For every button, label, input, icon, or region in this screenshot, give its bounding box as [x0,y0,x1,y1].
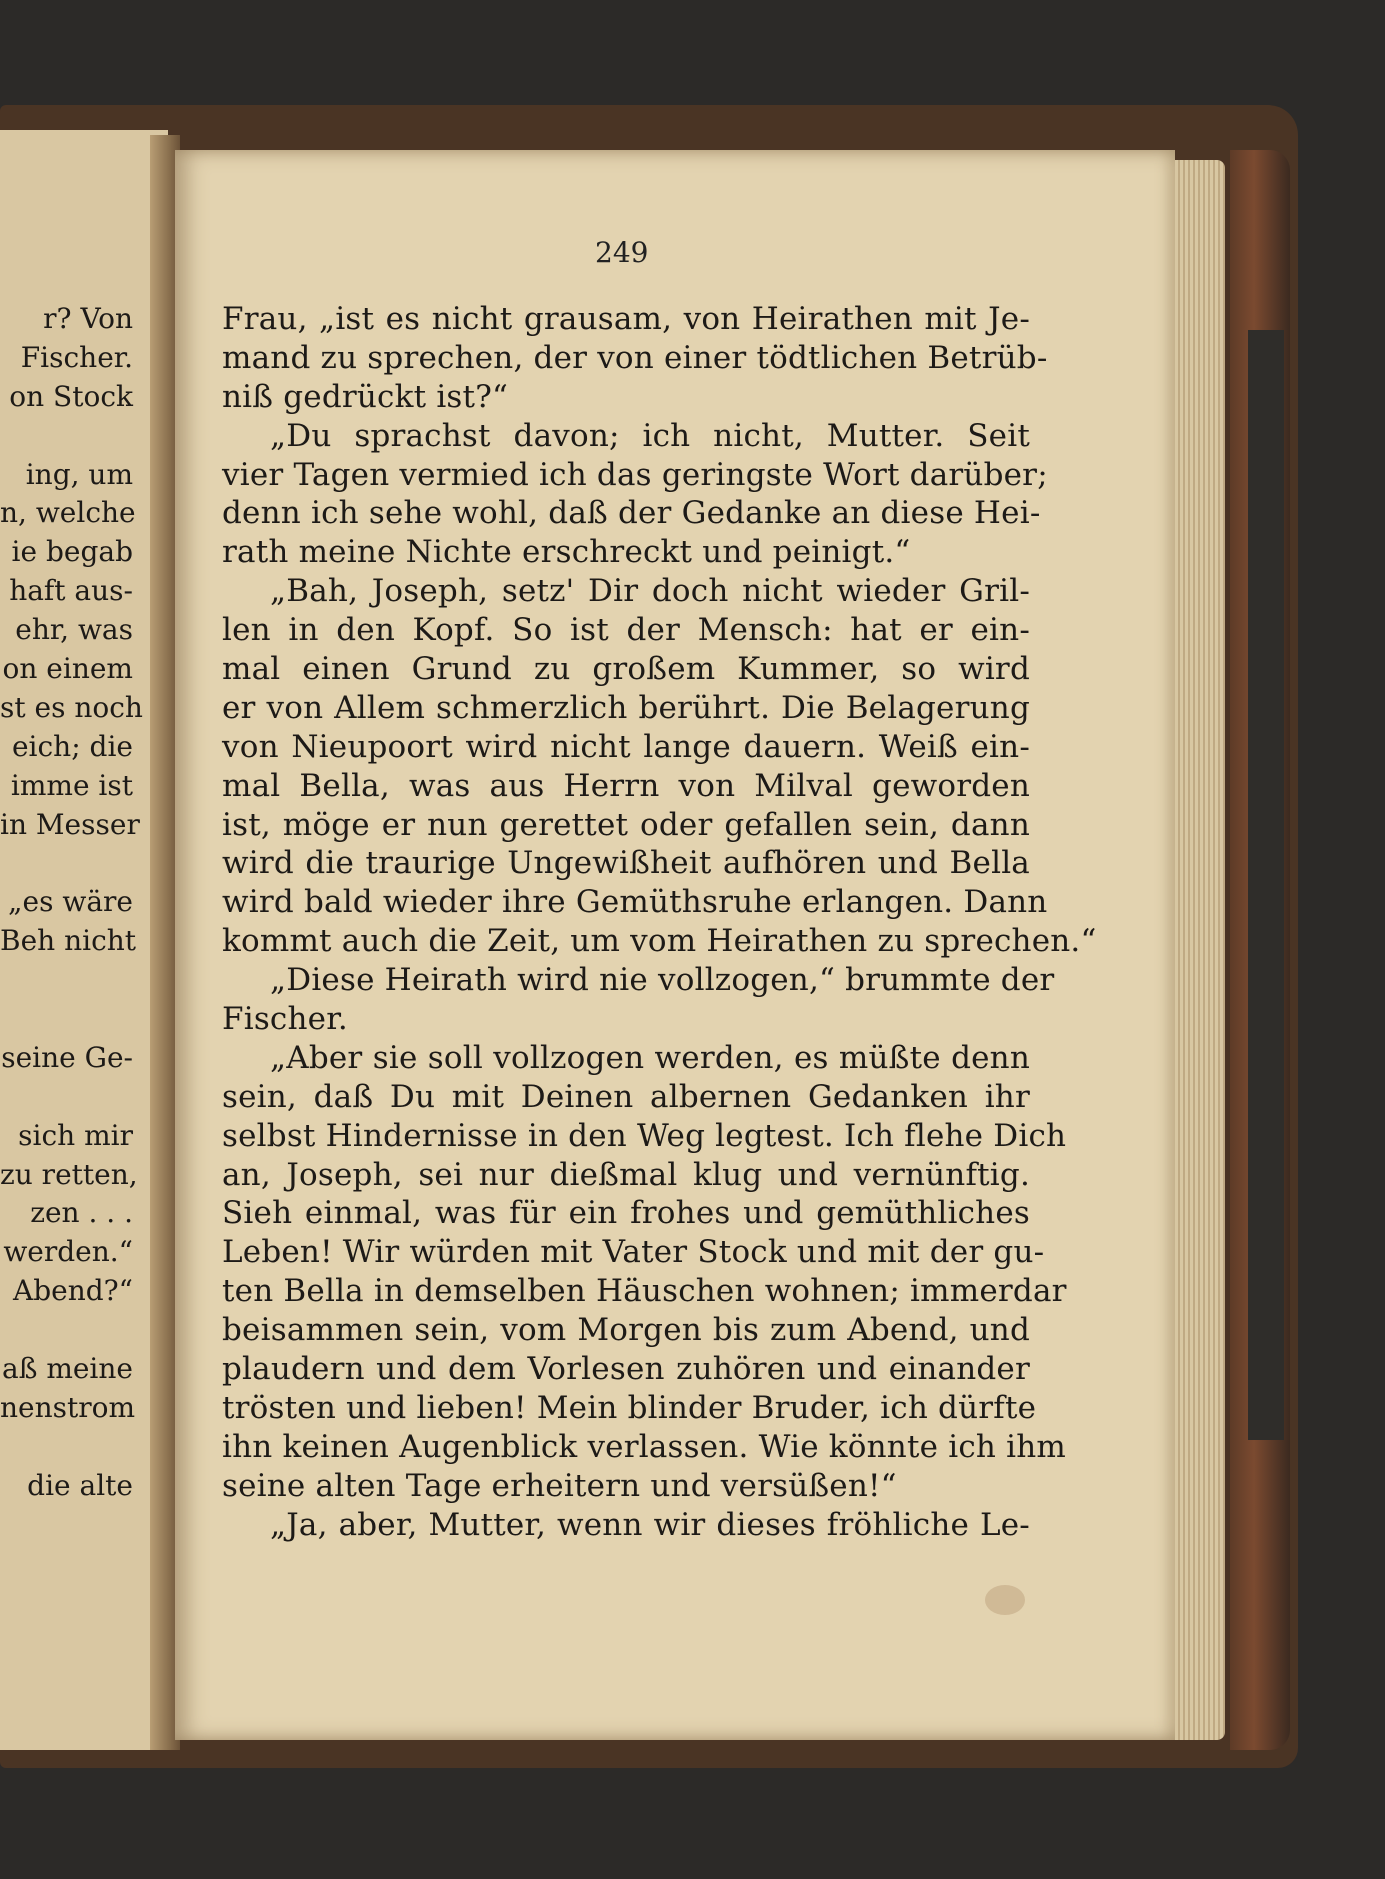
text-line: an, Joseph, sei nur dießmal klug und vernünftig. [222,1156,1030,1193]
facing-page-line: die alte [27,1468,133,1502]
facing-page-line: aß meine [2,1352,133,1386]
facing-page-line: imme ist [10,768,133,802]
text-line: von Nieupoort wird nicht lange dauern. Weiß ein- [222,728,1030,765]
facing-page-line: Beh nicht [0,924,137,958]
text-line: ten Bella in demselben Häuschen wohnen; immerdar [222,1273,1067,1310]
facing-page-line: eich; die [11,729,133,763]
facing-page-line: n, welche [0,496,136,530]
facing-page-line: seine Ge- [1,1040,133,1074]
text-line: mand zu sprechen, der von einer tödtlichen Betrüb- [222,339,1048,376]
text-line: mal Bella, was aus Herrn von Milval geworden [222,767,1030,804]
facing-page-line: Fischer. [20,340,133,374]
facing-page-line: zen . . . [30,1196,133,1230]
facing-page-line: r? Von [43,302,133,335]
facing-page-line: sich mir [18,1118,133,1152]
facing-page-line [0,844,133,883]
facing-page-line: in Messer [0,807,140,841]
text-line: ist, möge er nun gerettet oder gefallen sein, dann [222,806,1030,843]
text-line: seine alten Tage erheitern und versüßen!“ [222,1467,897,1504]
facing-page-line [0,1311,133,1350]
text-line: selbst Hindernisse in den Weg legtest. Ich flehe Dich [222,1117,1067,1154]
facing-page-line [0,417,133,456]
text-line: Frau, „ist es nicht grausam, von Heirathen mit Je- [222,301,1030,337]
text-line: niß gedrückt ist?“ [222,378,509,415]
text-line: „Du sprachst davon; ich nicht, Mutter. Seit [270,417,1030,454]
facing-page-line: „es wäre [8,885,133,919]
text-line: beisammen sein, vom Morgen bis zum Abend, und [222,1312,1030,1349]
text-line: denn ich sehe wohl, daß der Gedanke an diese Hei- [222,495,1041,532]
text-line: er von Allem schmerzlich berührt. Die Belagerung [222,689,1030,726]
spine-label [1248,330,1284,1440]
facing-page-line: on Stock [9,379,133,413]
facing-page-line: st es noch [0,690,143,724]
text-line: len in den Kopf. So ist der Mensch: hat er ein- [222,612,1030,649]
facing-page-line: zu retten, [0,1157,138,1191]
text-line: wird die traurige Ungewißheit aufhören und Bella [222,845,1030,882]
text-line: rath meine Nichte erschreckt und peinigt.“ [222,534,911,571]
text-line: mal einen Grund zu großem Kummer, so wird [222,651,1030,688]
facing-page-line [0,1078,133,1117]
facing-page-line [0,1428,133,1467]
facing-page-line: werden.“ [3,1235,133,1269]
text-line: Fischer. [222,1001,348,1038]
facing-page-line: ie begab [11,535,133,569]
facing-page-line: ehr, was [15,613,133,647]
facing-page-line: ing, um [25,457,133,491]
facing-page-line: Abend?“ [13,1274,133,1308]
text-line: sein, daß Du mit Deinen albernen Gedanken ihr [222,1078,1030,1115]
text-line: ihn keinen Augenblick verlassen. Wie könnte ich ihm [222,1428,1067,1465]
text-line: vier Tagen vermied ich das geringste Wort darüber; [222,456,1048,493]
text-line: wird bald wieder ihre Gemüthsruhe erlangen. Dann [222,884,1048,921]
text-line: Leben! Wir würden mit Vater Stock und mit der gu- [222,1234,1045,1271]
facing-page-line [0,1000,133,1039]
facing-page-text [0,300,143,1506]
text-line: kommt auch die Zeit, um vom Heirathen zu sprechen.“ [222,923,1097,960]
facing-page-line: haft aus- [9,574,133,608]
text-line: „Ja, aber, Mutter, wenn wir dieses fröhliche Le- [270,1506,1030,1543]
text-line: trösten und lieben! Mein blinder Bruder, ich dürfte [222,1389,1037,1426]
text-line: „Aber sie soll vollzogen werden, es müßte denn [270,1039,1030,1076]
page-body-text [222,300,1097,1545]
paper-stain [985,1585,1025,1615]
facing-page-line: nenstrom [0,1390,136,1424]
page-number: 249 [595,236,649,269]
facing-page-line: on einem [2,652,133,686]
text-line: Sieh einmal, was für ein frohes und gemüthliches [222,1195,1030,1232]
text-line: plaudern und dem Vorlesen zuhören und einander [222,1351,1030,1388]
text-line: „Bah, Joseph, setz' Dir doch nicht wieder Gril- [270,573,1030,610]
facing-page-line [0,961,133,1000]
text-line: „Diese Heirath wird nie vollzogen,“ brummte der [270,962,1055,999]
